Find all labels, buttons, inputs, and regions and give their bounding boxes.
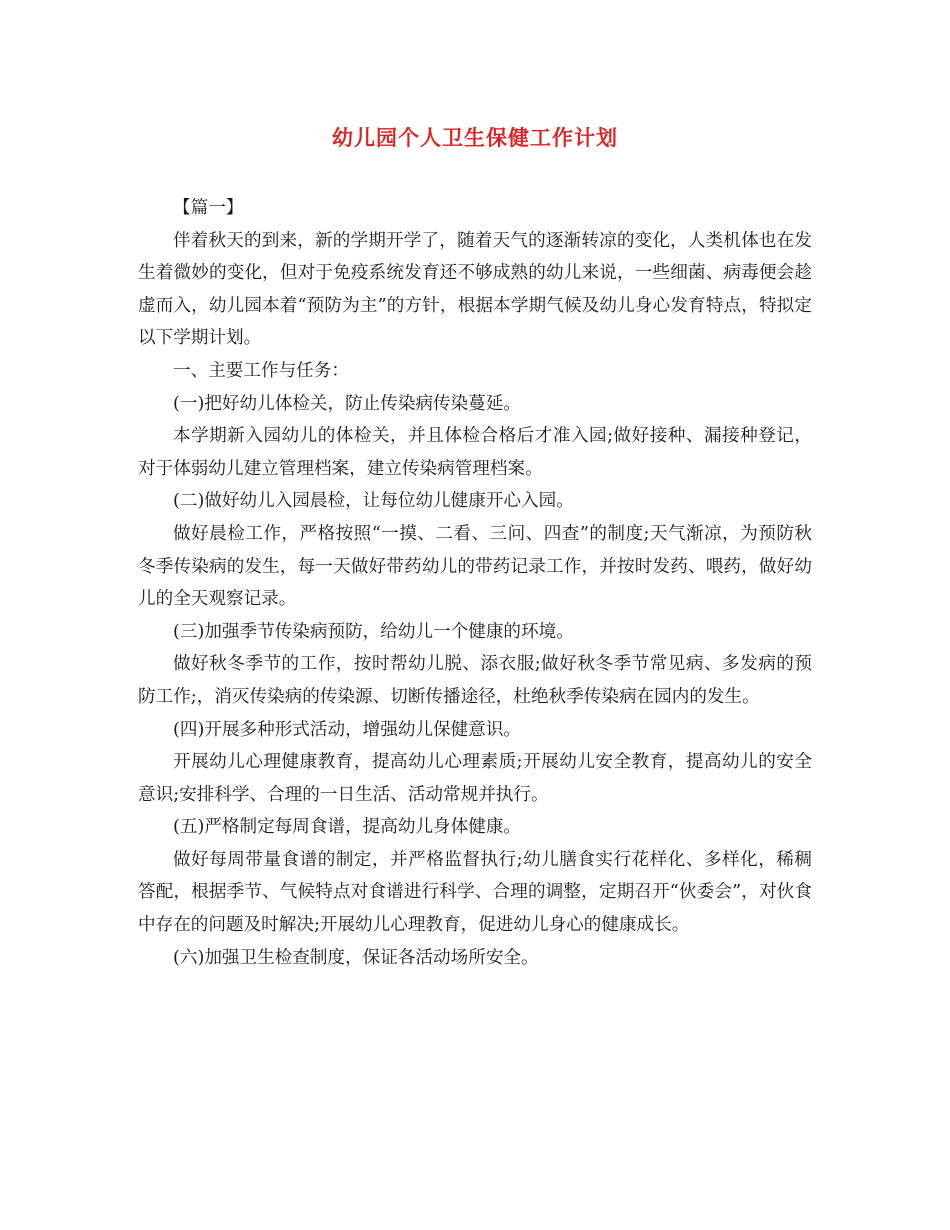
section-label: 【篇一】 [173,198,244,218]
paragraph-4: 开展幼儿心理健康教育，提高幼儿心理素质;开展幼儿安全教育，提高幼儿的安全意识;安排科学、合理的一日生活、活动常规并执行。 [138,752,812,805]
paragraph-5: 做好每周带量食谱的制定，并严格监督执行;幼儿膳食实行花样化、多样化，稀稠答配，根据季节、气候特点对食谱进行科学、合理的调整，定期召开“伙委会”，对伙食中存在的问题及时解决;开展幼儿心理教育，促进幼儿身心的健康成长。 [138,849,812,936]
subheading-2: (二)做好幼儿入园晨检，让每位幼儿健康开心入园。 [173,491,574,512]
subheading-1: (一)把好幼儿体检关，防止传染病传染蔓延。 [173,393,522,414]
subheading-6: (六)加强卫生检查制度，保证各活动场所安全。 [173,947,539,968]
paragraph-intro: 伴着秋天的到来，新的学期开学了，随着天气的逐渐转凉的变化，人类机体也在发生着微妙的变化，但对于免疫系统发育还不够成熟的幼儿来说，一些细菌、病毒便会趁虚而入，幼儿园本着“预防为主”的方针，根据本学期气候及幼儿身心发育特点，特拟定以下学期计划。 [138,230,812,349]
subheading-4: (四)开展多种形式活动，增强幼儿保健意识。 [173,719,522,740]
paragraph-1: 本学期新入园幼儿的体检关，并且体检合格后才准入园;做好接种、漏接种登记，对于体弱幼儿建立管理档案，建立传染病管理档案。 [138,426,812,479]
document-body [138,192,812,974]
heading-main-tasks: 一、主要工作与任务： [173,360,349,381]
subheading-5: (五)严格制定每周食谱，提高幼儿身体健康。 [173,817,522,838]
document-title: 幼儿园个人卫生保健工作计划 [332,125,618,150]
subheading-3: (三)加强季节传染病预防，给幼儿一个健康的环境。 [173,621,574,642]
paragraph-2: 做好晨检工作，严格按照“一摸、二看、三问、四查”的制度;天气渐凉，为预防秋冬季传染病的发生，每一天做好带药幼儿的带药记录工作，并按时发药、喂药，做好幼儿的全天观察记录。 [138,523,812,610]
paragraph-3: 做好秋冬季节的工作，按时帮幼儿脱、添衣服;做好秋冬季节常见病、多发病的预防工作;，消灭传染病的传染源、切断传播途径，杜绝秋季传染病在园内的发生。 [138,654,812,707]
